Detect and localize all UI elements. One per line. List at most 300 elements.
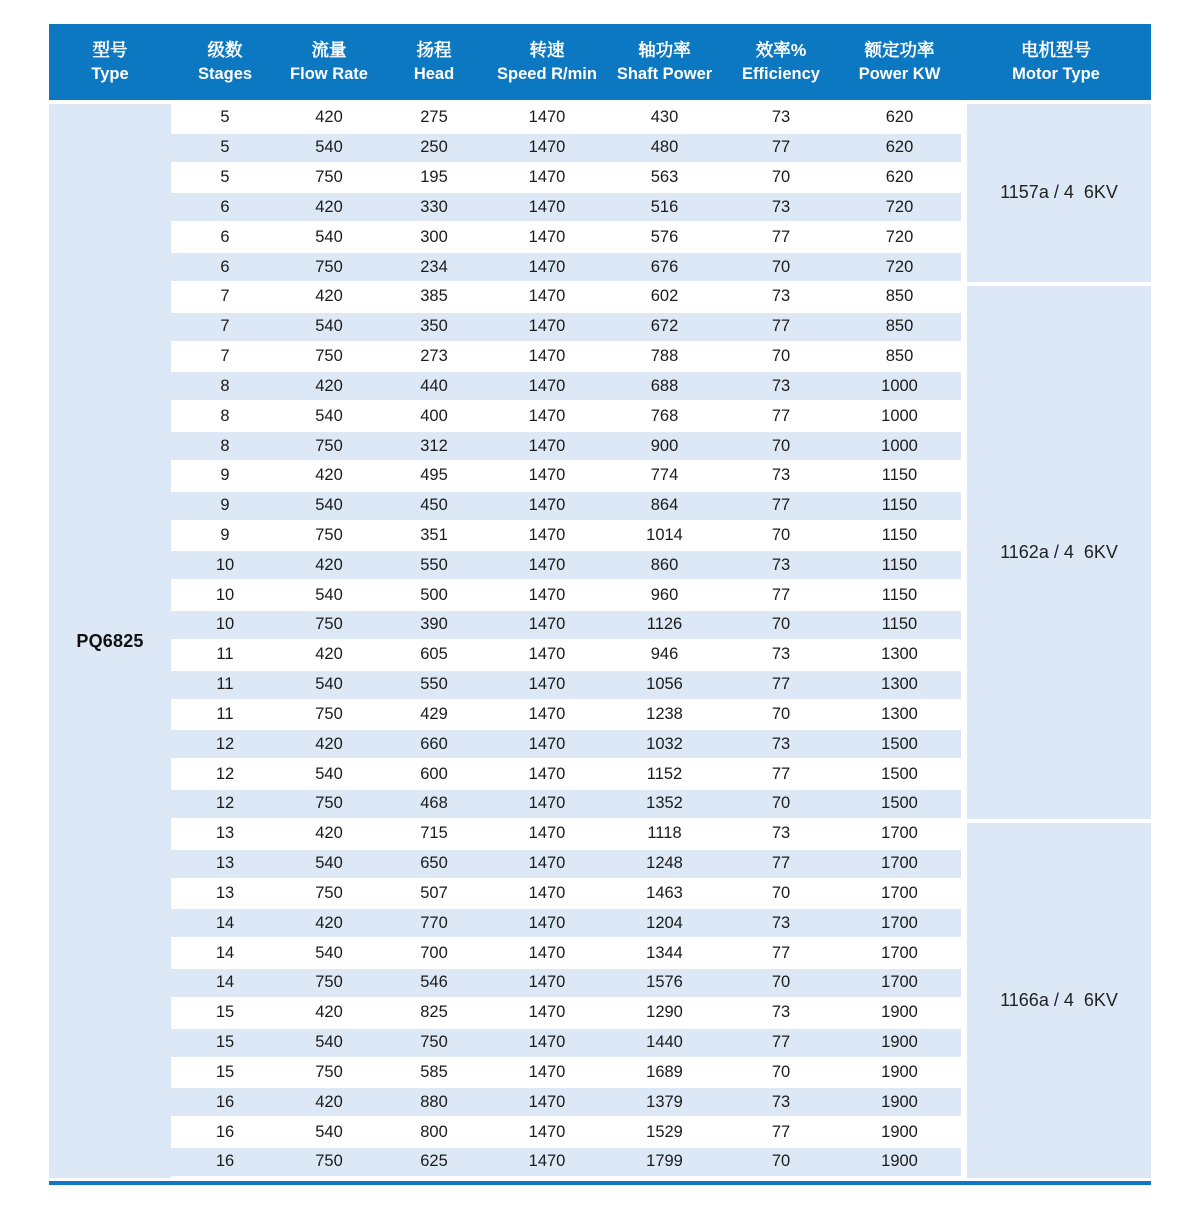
table-cell: 540	[315, 764, 343, 783]
table-cell: 77	[771, 496, 791, 515]
table-cell: 700	[420, 943, 448, 962]
table-cell: 12	[215, 794, 235, 813]
table-cell: 5	[220, 138, 230, 157]
table-cell: 77	[771, 764, 791, 783]
table-cell: 12	[215, 764, 235, 783]
table-cell: 14	[215, 973, 235, 992]
table-cell: 507	[420, 883, 448, 902]
table-cell: 13	[215, 824, 235, 843]
table-cell: 540	[315, 1122, 343, 1141]
table-cell: 1000	[881, 376, 918, 395]
table-cell: 351	[420, 526, 448, 544]
table-row	[171, 701, 961, 729]
table-cell: 350	[420, 317, 448, 336]
table-cell: 750	[315, 347, 343, 366]
table-cell: 750	[315, 526, 343, 544]
table-cell: 77	[771, 943, 791, 962]
table-row	[171, 164, 961, 192]
header-flow-rate-zh: 流量	[311, 40, 347, 61]
header-stages	[171, 24, 279, 100]
table-row	[171, 490, 961, 522]
table-cell: 70	[771, 168, 791, 187]
table-cell: 70	[771, 1152, 791, 1171]
table-cell: 16	[215, 1122, 235, 1141]
type-column-cell	[49, 104, 171, 1178]
table-cell: 1300	[881, 675, 918, 694]
table-cell: 6	[220, 257, 230, 276]
table-cell: 7	[220, 287, 230, 306]
table-row	[171, 907, 961, 939]
table-cell: 1150	[881, 466, 918, 485]
header-efficiency	[724, 24, 838, 100]
table-cell: 77	[771, 227, 791, 246]
header-head	[379, 24, 489, 100]
table-cell: 650	[420, 854, 448, 873]
table-cell: 750	[315, 257, 343, 276]
table-cell: 5	[220, 108, 230, 127]
table-cell: 602	[650, 287, 679, 306]
table-cell: 1344	[646, 943, 683, 962]
table-cell: 15	[215, 1003, 235, 1022]
table-cell: 420	[315, 645, 343, 664]
table-row	[171, 760, 961, 788]
table-cell: 70	[771, 615, 791, 634]
table-cell: 1152	[646, 764, 683, 783]
table-cell: 864	[650, 496, 679, 515]
table-cell: 73	[771, 913, 791, 932]
motor-type-column	[961, 104, 1151, 1178]
table-cell: 1470	[528, 764, 566, 783]
table-cell: 8	[220, 406, 230, 425]
table-row	[171, 1146, 961, 1178]
table-cell: 1470	[528, 138, 566, 157]
table-row	[171, 1086, 961, 1118]
table-cell: 1470	[528, 376, 566, 395]
table-cell: 550	[420, 675, 448, 694]
table-row	[171, 191, 961, 223]
table-cell: 250	[420, 138, 448, 157]
table-cell: 6	[220, 197, 230, 216]
table-cell: 1470	[528, 555, 566, 574]
header-motor-type-zh: 电机型号	[1021, 40, 1091, 61]
table-cell: 429	[420, 704, 448, 723]
header-stages-en: Stages	[197, 64, 253, 83]
table-cell: 1300	[881, 704, 918, 723]
table-cell: 73	[771, 108, 791, 127]
table-cell: 1470	[528, 227, 566, 246]
table-cell: 540	[315, 675, 343, 694]
table-row	[171, 430, 961, 462]
table-cell: 234	[420, 257, 448, 276]
table-cell: 312	[420, 436, 448, 455]
table-cell: 750	[315, 1152, 343, 1171]
table-cell: 850	[885, 287, 914, 306]
table-cell: 480	[650, 138, 679, 157]
table-cell: 1470	[528, 1092, 566, 1111]
table-cell: 540	[315, 317, 343, 336]
table-cell: 77	[771, 138, 791, 157]
table-row	[171, 104, 961, 132]
header-shaft-power-en: Shaft Power	[616, 64, 713, 83]
table-cell: 420	[315, 1003, 343, 1022]
table-cell: 450	[420, 496, 448, 515]
table-cell: 300	[420, 227, 448, 246]
table-cell: 1470	[528, 1003, 566, 1022]
table-cell: 1470	[528, 913, 566, 932]
motor-type-label: 1162a / 4 6KV	[1000, 541, 1118, 562]
table-cell: 1352	[646, 794, 683, 813]
table-cell: 9	[220, 496, 230, 515]
table-cell: 275	[420, 108, 448, 127]
table-cell: 550	[420, 555, 448, 574]
table-cell: 13	[215, 883, 235, 902]
table-cell: 1470	[528, 436, 566, 455]
table-cell: 73	[771, 734, 791, 753]
table-cell: 1470	[528, 794, 566, 813]
header-type-en: Type	[91, 64, 129, 83]
table-cell: 11	[216, 704, 234, 723]
table-cell: 1529	[646, 1122, 683, 1141]
table-cell: 788	[650, 347, 679, 366]
table-cell: 750	[315, 973, 343, 992]
table-cell: 540	[315, 943, 343, 962]
table-cell: 660	[420, 734, 448, 753]
table-cell: 420	[315, 824, 343, 843]
table-cell: 1150	[881, 615, 918, 634]
table-row	[171, 848, 961, 880]
table-cell: 900	[650, 436, 679, 455]
table-cell: 420	[315, 1092, 343, 1111]
table-cell: 1700	[881, 973, 918, 992]
table-cell: 77	[771, 1122, 791, 1141]
table-cell: 15	[215, 1062, 235, 1081]
table-cell: 1470	[528, 645, 566, 664]
table-cell: 7	[220, 317, 230, 336]
motor-group-cell-3	[967, 823, 1151, 1178]
table-row	[171, 609, 961, 641]
table-cell: 14	[215, 943, 235, 962]
header-type	[49, 24, 171, 100]
table-row	[171, 999, 961, 1027]
table-cell: 70	[771, 883, 791, 902]
header-rated-power-en: Power KW	[858, 64, 941, 83]
table-row	[171, 967, 961, 999]
table-cell: 9	[220, 466, 230, 485]
table-row	[171, 581, 961, 609]
motor-type-label: 1157a / 4 6KV	[1000, 182, 1118, 203]
table-cell: 720	[885, 197, 914, 216]
table-cell: 605	[420, 645, 448, 664]
table-cell: 1470	[528, 287, 566, 306]
table-row	[171, 132, 961, 164]
table-row	[171, 788, 961, 820]
table-header-row	[49, 24, 1151, 100]
table-row	[171, 370, 961, 402]
table-cell: 70	[771, 794, 791, 813]
table-cell: 10	[215, 555, 235, 574]
table-cell: 1379	[646, 1092, 683, 1111]
table-cell: 420	[315, 734, 343, 753]
table-row	[171, 728, 961, 760]
table-cell: 420	[315, 287, 343, 306]
table-cell: 768	[650, 406, 679, 425]
table-cell: 10	[215, 615, 235, 634]
table-cell: 1238	[646, 704, 683, 723]
table-cell: 1470	[528, 1122, 566, 1141]
table-cell: 77	[771, 675, 791, 694]
header-speed-en: Speed R/min	[497, 64, 597, 83]
table-cell: 688	[650, 376, 679, 395]
table-cell: 1470	[528, 585, 566, 604]
table-row	[171, 669, 961, 701]
table-cell: 750	[315, 615, 343, 634]
table-cell: 9	[220, 526, 230, 544]
table-cell: 1799	[646, 1152, 683, 1171]
table-cell: 10	[215, 585, 235, 604]
table-cell: 1470	[528, 197, 566, 216]
table-cell: 600	[420, 764, 448, 783]
table-cell: 430	[650, 108, 679, 127]
header-efficiency-zh: 效率%	[755, 40, 807, 61]
table-cell: 1500	[881, 794, 918, 813]
table-cell: 850	[885, 317, 914, 336]
table-cell: 8	[220, 436, 230, 455]
table-cell: 6	[220, 227, 230, 246]
table-cell: 825	[420, 1003, 448, 1022]
table-cell: 1900	[881, 1092, 918, 1111]
table-cell: 420	[315, 466, 343, 485]
bottom-rule	[49, 1181, 1151, 1185]
table-cell: 860	[650, 555, 679, 574]
table-cell: 516	[650, 197, 679, 216]
table-row	[171, 402, 961, 430]
table-cell: 70	[771, 704, 791, 723]
table-cell: 540	[315, 854, 343, 873]
header-speed-zh: 转速	[529, 40, 565, 61]
motor-type-label: 1166a / 4 6KV	[1000, 989, 1118, 1010]
table-cell: 540	[315, 227, 343, 246]
table-cell: 625	[420, 1152, 448, 1171]
table-row	[171, 223, 961, 251]
table-cell: 774	[650, 466, 679, 485]
table-cell: 850	[885, 347, 914, 366]
table-cell: 330	[420, 197, 448, 216]
table-cell: 1204	[646, 913, 683, 932]
table-cell: 77	[771, 854, 791, 873]
table-cell: 720	[885, 227, 914, 246]
table-cell: 1470	[528, 1033, 566, 1052]
table-cell: 1700	[881, 913, 918, 932]
table-cell: 73	[771, 376, 791, 395]
table-row	[171, 251, 961, 283]
header-motor-type	[961, 24, 1151, 100]
table-cell: 1700	[881, 824, 918, 843]
header-flow-rate	[279, 24, 379, 100]
table-cell: 540	[315, 585, 343, 604]
motor-group-cell-2	[967, 286, 1151, 819]
motor-group-cell-1	[967, 104, 1151, 282]
table-cell: 1689	[646, 1062, 683, 1081]
table-cell: 1150	[881, 526, 918, 544]
table-cell: 1576	[646, 973, 683, 992]
table-cell: 420	[315, 376, 343, 395]
table-cell: 576	[650, 227, 679, 246]
table-cell: 14	[215, 913, 235, 932]
table-row	[171, 641, 961, 669]
table-cell: 1470	[528, 526, 566, 544]
table-cell: 750	[315, 883, 343, 902]
table-cell: 77	[771, 1033, 791, 1052]
table-cell: 11	[216, 675, 234, 694]
table-cell: 1118	[647, 824, 682, 843]
table-cell: 1900	[881, 1062, 918, 1081]
table-cell: 770	[420, 913, 448, 932]
table-cell: 8	[220, 376, 230, 395]
table-cell: 468	[420, 794, 448, 813]
table-cell: 16	[215, 1092, 235, 1111]
table-cell: 1470	[528, 168, 566, 187]
table-cell: 440	[420, 376, 448, 395]
table-row	[171, 1059, 961, 1087]
table-cell: 1470	[528, 824, 566, 843]
table-cell: 1470	[528, 1152, 566, 1171]
table-cell: 1700	[881, 883, 918, 902]
table-cell: 1470	[528, 257, 566, 276]
table-cell: 1470	[528, 854, 566, 873]
table-cell: 1126	[646, 615, 683, 634]
table-cell: 70	[771, 436, 791, 455]
table-cell: 620	[885, 108, 914, 127]
table-cell: 750	[315, 168, 343, 187]
table-cell: 1056	[646, 675, 683, 694]
table-row	[171, 462, 961, 490]
table-cell: 495	[420, 466, 448, 485]
table-cell: 73	[771, 1092, 791, 1111]
table-cell: 1000	[881, 436, 918, 455]
table-row	[171, 311, 961, 343]
table-cell: 960	[650, 585, 679, 604]
table-cell: 1032	[646, 734, 683, 753]
table-cell: 750	[315, 704, 343, 723]
header-efficiency-en: Efficiency	[742, 64, 820, 83]
table-cell: 1150	[881, 496, 918, 515]
table-cell: 540	[315, 1033, 343, 1052]
header-rated-power	[838, 24, 961, 100]
table-cell: 880	[420, 1092, 448, 1111]
pump-model-label: PQ6825	[76, 630, 144, 651]
table-body	[49, 104, 1151, 1178]
table-cell: 1470	[528, 466, 566, 485]
table-cell: 1300	[881, 645, 918, 664]
table-cell: 1900	[881, 1033, 918, 1052]
table-cell: 1700	[881, 854, 918, 873]
table-cell: 70	[771, 347, 791, 366]
header-head-en: Head	[413, 64, 455, 83]
table-cell: 720	[885, 257, 914, 276]
table-cell: 11	[216, 645, 234, 664]
table-cell: 620	[885, 138, 914, 157]
table-cell: 420	[315, 108, 343, 127]
table-row	[171, 283, 961, 311]
header-shaft-power	[605, 24, 724, 100]
table-cell: 1470	[528, 734, 566, 753]
table-cell: 585	[420, 1062, 448, 1081]
table-row	[171, 549, 961, 581]
table-row	[171, 1027, 961, 1059]
table-cell: 715	[420, 824, 448, 843]
table-cell: 620	[885, 168, 914, 187]
table-cell: 500	[420, 585, 448, 604]
table-cell: 1470	[528, 704, 566, 723]
table-cell: 15	[215, 1033, 235, 1052]
table-row	[171, 1118, 961, 1146]
table-cell: 1463	[646, 883, 683, 902]
table-cell: 73	[771, 824, 791, 843]
pump-spec-table	[49, 24, 1151, 1185]
table-cell: 546	[420, 973, 448, 992]
table-cell: 273	[420, 347, 448, 366]
table-cell: 12	[215, 734, 235, 753]
table-cell: 1290	[646, 1003, 683, 1022]
table-cell: 1470	[528, 615, 566, 634]
table-cell: 70	[771, 526, 791, 544]
table-cell: 1014	[646, 526, 683, 544]
table-cell: 1470	[528, 317, 566, 336]
table-cell: 73	[771, 645, 791, 664]
table-row	[171, 880, 961, 908]
table-cell: 563	[650, 168, 679, 187]
table-cell: 1000	[881, 406, 918, 425]
table-cell: 70	[771, 973, 791, 992]
table-cell: 750	[420, 1033, 448, 1052]
table-cell: 1150	[881, 555, 918, 574]
header-stages-zh: 级数	[207, 40, 243, 61]
data-rows	[171, 104, 961, 1178]
table-cell: 1470	[528, 496, 566, 515]
table-cell: 1470	[528, 973, 566, 992]
table-cell: 800	[420, 1122, 448, 1141]
table-cell: 1470	[528, 883, 566, 902]
table-cell: 73	[771, 466, 791, 485]
table-cell: 1900	[881, 1122, 918, 1141]
table-cell: 1900	[881, 1152, 918, 1171]
table-row	[171, 820, 961, 848]
table-cell: 390	[420, 615, 448, 634]
header-flow-rate-en: Flow Rate	[290, 64, 368, 83]
table-cell: 73	[771, 287, 791, 306]
table-row	[171, 939, 961, 967]
table-cell: 420	[315, 555, 343, 574]
table-cell: 1470	[528, 1062, 566, 1081]
table-cell: 70	[771, 1062, 791, 1081]
table-cell: 1470	[528, 675, 566, 694]
table-cell: 1470	[528, 406, 566, 425]
table-row	[171, 343, 961, 371]
table-cell: 77	[771, 406, 791, 425]
table-cell: 1440	[646, 1033, 683, 1052]
table-cell: 73	[771, 555, 791, 574]
table-cell: 1470	[528, 943, 566, 962]
header-type-zh: 型号	[92, 40, 128, 61]
table-cell: 195	[420, 168, 448, 187]
table-cell: 540	[315, 406, 343, 425]
table-cell: 1470	[528, 108, 566, 127]
table-cell: 750	[315, 1062, 343, 1081]
table-cell: 420	[315, 197, 343, 216]
table-cell: 73	[771, 1003, 791, 1022]
table-cell: 1150	[881, 585, 918, 604]
table-cell: 77	[771, 585, 791, 604]
